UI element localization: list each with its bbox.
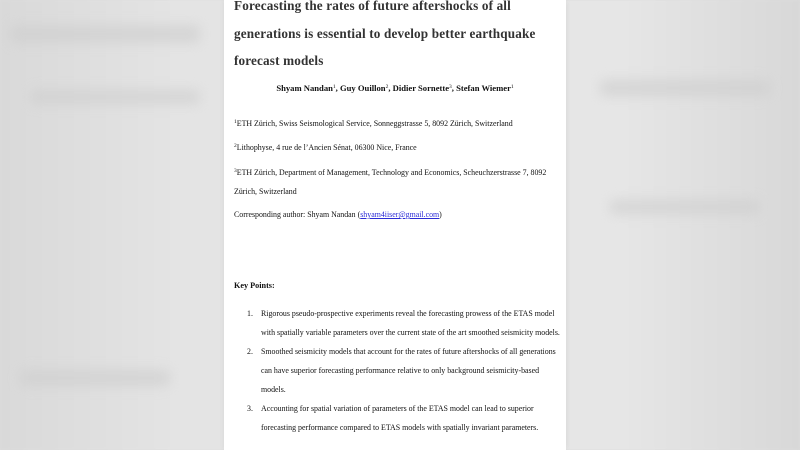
affiliation-text: Lithophyse, 4 rue de l’Ancien Sénat, 06300 Nice, France [236,143,417,152]
affiliation-1 [234,113,560,133]
corresponding-author [234,205,560,224]
key-point-number: 2. [247,347,253,356]
paper-page [224,0,566,450]
corresponding-close: ) [439,210,442,219]
blurred-background-block [610,200,760,214]
blurred-background-block [30,90,200,104]
author-name: Didier Sornette [392,83,450,93]
affiliation-2 [234,137,560,157]
key-points-list [234,304,564,437]
key-points-heading: Key Points: [234,281,275,290]
author-list: Shyam Nandan$^1$, Guy Ouillon$^2$, Didier Sornette$^3$, Stefan Wiemer$^1$ [276,83,514,93]
corresponding-label: Corresponding author: Shyam Nandan ( [234,210,361,219]
key-point-text: Accounting for spatial variation of parameters of the ETAS model can lead to superior forecasting performance compared to ETAS models with spatially invariant parameters. [261,404,539,432]
affiliation-mark: 2 [234,143,237,149]
author-name: Stefan Wiemer [456,83,511,93]
paper-title: Forecasting the rates of future aftershocks of all generations is essential to develop better earthquake forecast models [234,0,536,68]
key-point-item [234,342,564,399]
affiliation-mark: 3 [234,168,237,174]
affiliation-text: ETH Zürich, Department of Management, Technology and Economics, Scheuchzerstrasse 7, 8092 Zürich, Switzerland [234,168,547,196]
author-name: Shyam Nandan [276,83,333,93]
affiliation-text: ETH Zürich, Swiss Seismological Service, Sonneggstrasse 5, 8092 Zürich, Switzerland [236,119,513,128]
author-affil-mark: 1 [332,84,336,90]
author-name: Guy Ouillon [339,83,386,93]
key-point-item [234,304,564,342]
key-point-number: 3. [247,404,253,413]
blurred-background-block [10,25,200,43]
key-point-number: 1. [247,309,253,318]
affiliation-3 [234,162,560,201]
email-link[interactable]: shyam4iiser@gmail.com [360,210,440,219]
blurred-background-block [20,370,170,386]
author-affil-mark: 3 [449,84,452,90]
affiliation-mark: 1 [234,119,237,125]
author-affil-mark: 1 [510,84,514,90]
key-point-text: Smoothed seismicity models that account for the rates of future aftershocks of all generations can have superior forecasting performance relative to only background seismicity-based models. [261,347,556,394]
key-point-text: Rigorous pseudo-prospective experiments reveal the forecasting prowess of the ETAS model with spatially variable parameters over the current state of the art smoothed seismicity models. [261,309,560,337]
blurred-background-block [600,80,770,96]
key-point-item [234,399,564,437]
author-affil-mark: 2 [385,84,389,90]
